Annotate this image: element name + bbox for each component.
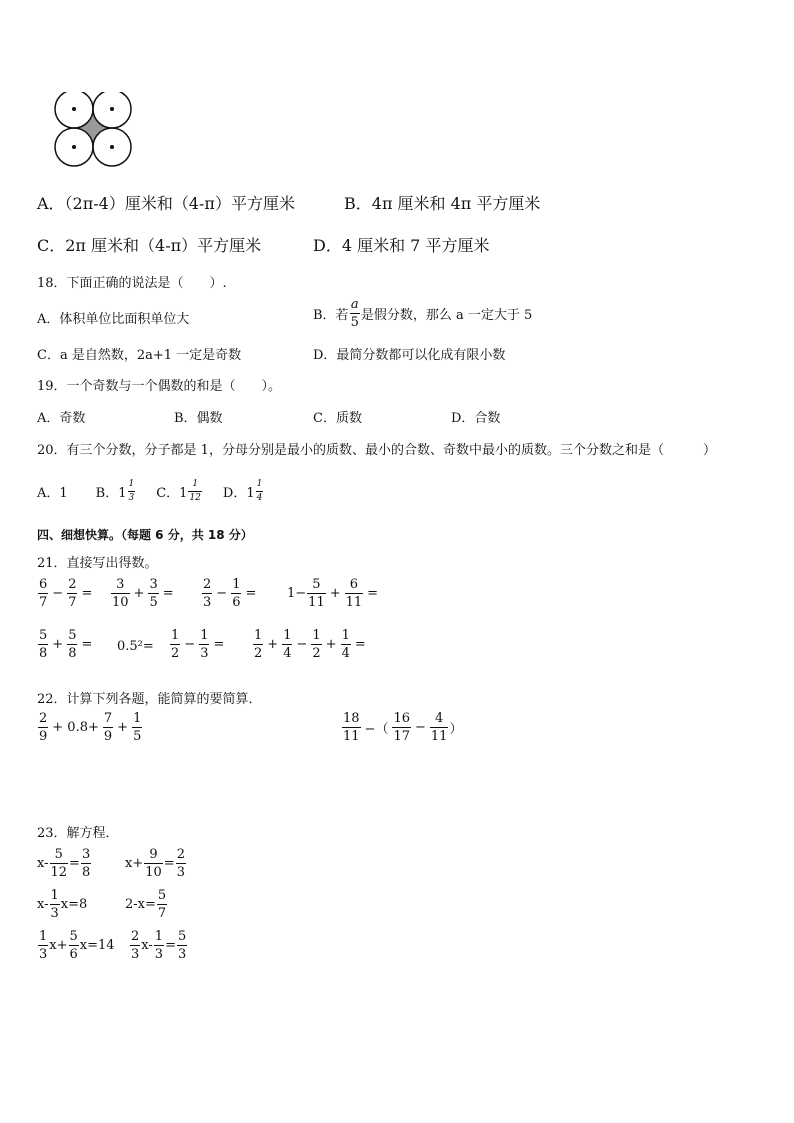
q17-option-a: A．（2π-4）厘米和（4-π）平方厘米 [37,194,295,213]
q21-expr-8: $\frac{1}{2}$ + $\frac{1}{4}$ − $\frac{1}{2}$ + $\frac{1}{4}$ = [254,628,366,661]
q21-expr-7: $\frac{1}{2}$ − $\frac{1}{3}$ = [171,628,225,661]
q17-option-c: C．2π 厘米和（4-π）平方厘米 [37,236,262,255]
q23-eq-3: x- $\frac{1}{3}$ x=8 [37,888,88,921]
q22-expr-a: $\frac{2}{9}$ + 0.8+ $\frac{7}{9}$ + $\frac{1}{5}$ [39,711,142,744]
shaded-region [74,109,112,147]
q23-eq-2: x+ $\frac{9}{10}$ = $\frac{2}{3}$ [125,847,185,880]
q19-option-a: A．奇数 [37,411,86,426]
q18-option-b-prefix: B．若 [313,308,349,323]
q18-stem: 18．下面正确的说法是（ ）. [37,276,227,291]
q21-expr-1: $\frac{6}{7}$ − $\frac{2}{7}$ = [39,577,93,610]
fraction: $\frac{a}{5}$ [350,297,359,330]
q23-eq-4: 2-x= $\frac{5}{7}$ [125,888,167,921]
q20-option-d: D．1 $\frac{1}{4}$ [222,479,263,503]
q20-option-a: A．1 [37,486,68,501]
q18-option-a: A．体积单位比面积单位大 [37,312,190,327]
q18-option-b-suffix: 是假分数，那么 a 一定大于 5 [360,308,533,323]
q21-expr-3: $\frac{2}{3}$ − $\frac{1}{6}$ = [203,577,257,610]
q19-option-d: D．合数 [451,411,501,426]
q19-option-b: B．偶数 [174,411,223,426]
q20-stem: 20．有三个分数，分子都是 1，分母分别是最小的质数、最小的合数、奇数中最小的质数。三个分数之和是（ ） [37,443,716,458]
q18-option-c: C．a 是自然数，2a+1 一定是奇数 [37,348,242,363]
q23-eq-5: $\frac{1}{3}$ x+ $\frac{5}{6}$ x=14 [39,929,115,962]
q21-expr-6: 0.5²= [117,639,154,654]
q22-expr-b: $\frac{18}{11}$ −（ $\frac{16}{17}$ − $\frac{4}{11}$ ） [343,711,463,744]
q22-stem: 22．计算下列各题，能简算的要简算． [37,692,262,707]
q18-option-b [313,298,532,329]
q19-option-c: C．质数 [313,411,362,426]
q21-expr-4: 1− $\frac{5}{11}$ + $\frac{6}{11}$ = [287,577,379,610]
q19-stem: 19．一个奇数与一个偶数的和是（ ）。 [37,379,282,394]
q21-expr-5: $\frac{5}{8}$ + $\frac{5}{8}$ = [39,628,93,661]
q23-eq-1: x- $\frac{5}{12}$ = $\frac{3}{8}$ [37,847,91,880]
q20-options [37,480,264,503]
q18-option-d: D．最简分数都可以化成有限小数 [313,348,506,363]
q23-eq-6: $\frac{2}{3}$ x- $\frac{1}{3}$ = $\frac{5}{3}$ [131,929,187,962]
four-circles-figure [52,92,134,168]
q17-option-b: B．4π 厘米和 4π 平方厘米 [344,194,541,213]
section-title: 四、细想快算。（每题 6 分，共 18 分） [37,528,253,542]
q20-option-c: C．1 $\frac{1}{12}$ [156,479,201,503]
q20-option-b: B．1 $\frac{1}{3}$ [95,479,135,503]
q17-option-d: D．4 厘米和 7 平方厘米 [313,236,490,255]
q21-stem: 21．直接写出得数。 [37,556,158,571]
q21-expr-2: $\frac{3}{10}$ + $\frac{3}{5}$ = [112,577,174,610]
q23-stem: 23．解方程． [37,826,119,841]
